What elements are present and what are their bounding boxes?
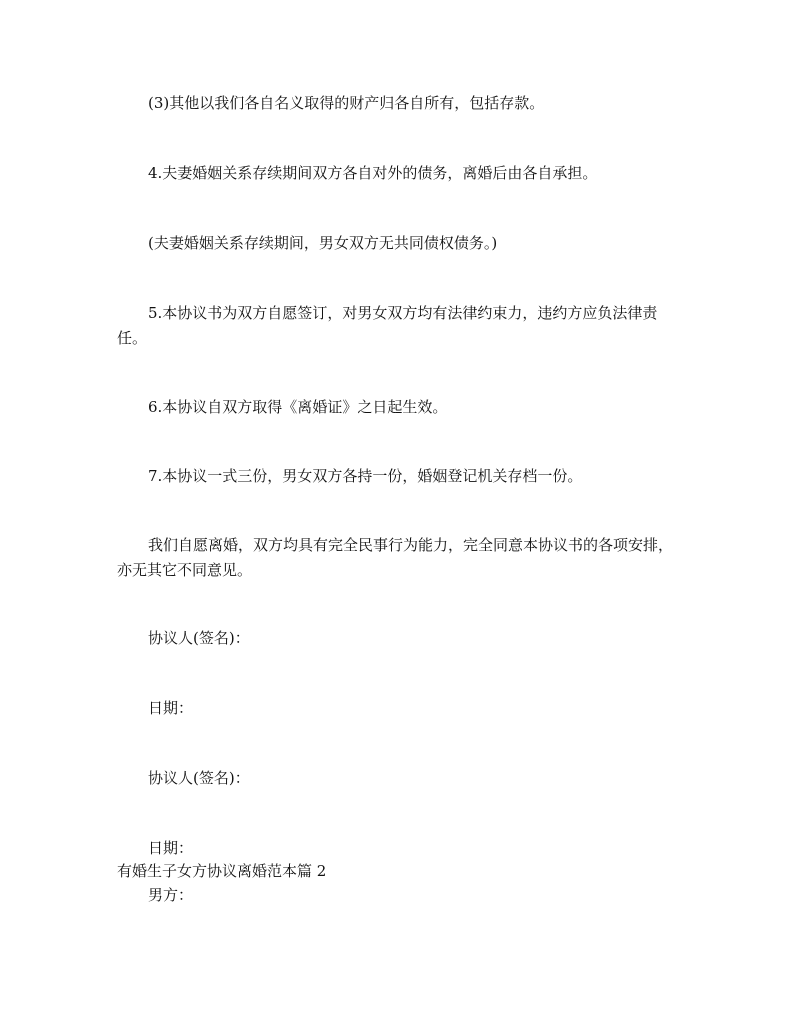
section-title: 有婚生子女方协议离婚范本篇 2 [117,862,327,880]
clause-7-copies: 7.本协议一式三份，男女双方各持一份，婚姻登记机关存档一份。 [148,467,583,485]
clause-4-note: (夫妻婚姻关系存续期间，男女双方无共同债权债务。) [148,234,498,252]
signature-label-2: 协议人(签名)： [148,769,250,787]
clause-5-binding: 5.本协议书为双方自愿签订，对男女双方均有法律约束力，违约方应负法律责任。 [117,304,658,347]
date-label-2: 日期： [148,839,194,857]
clause-3-3-savings: (3)其他以我们各自名义取得的财产归各自所有，包括存款。 [148,94,545,112]
signature-label-1: 协议人(签名)： [148,629,250,647]
male-party-label: 男方： [148,886,194,904]
voluntary-statement: 我们自愿离婚，双方均具有完全民事行为能力，完全同意本协议书的各项安排，亦无其它不同意见。 [117,536,674,579]
date-label-1: 日期： [148,699,194,717]
clause-4-debts: 4.夫妻婚姻关系存续期间双方各自对外的债务，离婚后由各自承担。 [148,164,598,182]
clause-6-effective: 6.本协议自双方取得《离婚证》之日起生效。 [148,398,448,416]
